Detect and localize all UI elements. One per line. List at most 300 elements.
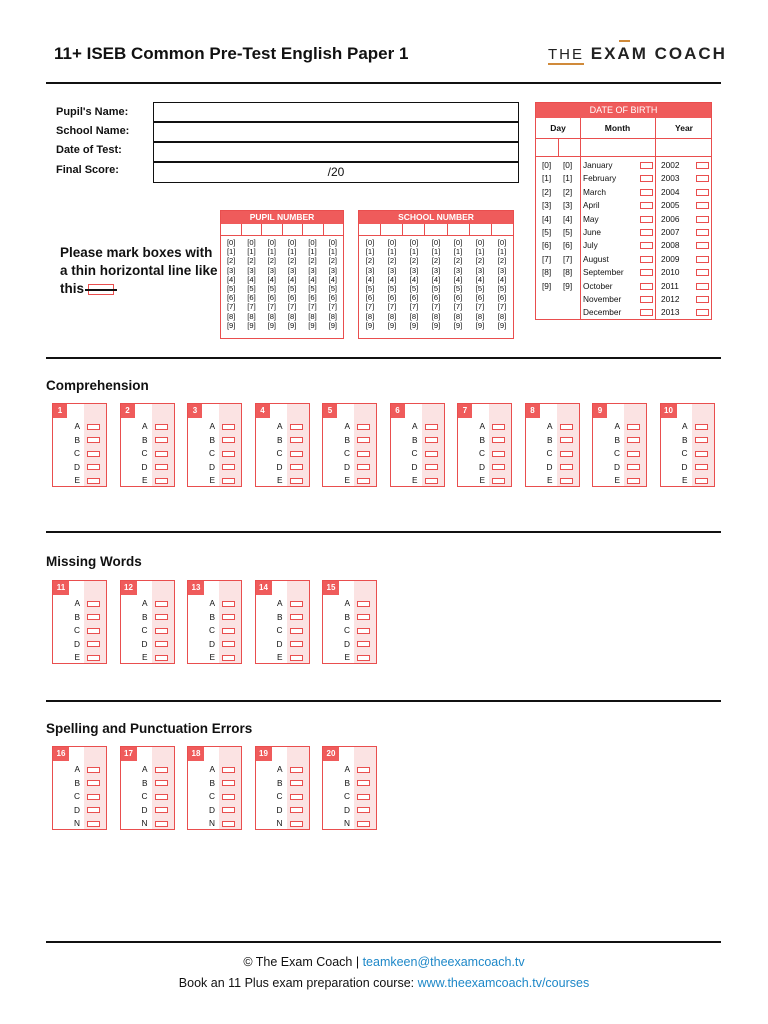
- answer-option[interactable]: [458, 474, 511, 488]
- month-mark-box[interactable]: [640, 175, 653, 182]
- answer-option[interactable]: [526, 420, 579, 434]
- option-mark-box[interactable]: [222, 451, 235, 457]
- answer-option[interactable]: [256, 817, 309, 831]
- answer-option[interactable]: [256, 624, 309, 638]
- year-mark-box[interactable]: [696, 269, 709, 276]
- option-mark-box[interactable]: [87, 478, 100, 484]
- school-number-digit-input[interactable]: [403, 224, 425, 235]
- school-number-digit-option[interactable]: [6]: [453, 293, 463, 303]
- year-mark-box[interactable]: [696, 162, 709, 169]
- answer-option[interactable]: [593, 461, 646, 475]
- pupil-number-digit-option[interactable]: [0]: [247, 238, 256, 247]
- option-mark-box[interactable]: [87, 641, 100, 647]
- school-number-digit-option[interactable]: [1]: [365, 247, 375, 257]
- school-number-digit-option[interactable]: [1]: [475, 247, 485, 257]
- dob-month-option[interactable]: [583, 239, 653, 252]
- school-number-digit-option[interactable]: [8]: [453, 311, 463, 321]
- school-number-digit-option[interactable]: [8]: [475, 311, 485, 321]
- school-number-digit-option[interactable]: [4]: [497, 274, 507, 284]
- dob-month-option[interactable]: [583, 266, 653, 279]
- pupil-number-digit-input[interactable]: [324, 224, 344, 235]
- school-number-digit-option[interactable]: [5]: [431, 284, 441, 294]
- answer-option[interactable]: [323, 611, 376, 625]
- school-number-digit-option[interactable]: [7]: [497, 302, 507, 312]
- school-number-digit-option[interactable]: [8]: [431, 311, 441, 321]
- pupil-number-digit-option[interactable]: [1]: [226, 247, 236, 257]
- dob-day-option[interactable]: [0]: [542, 160, 552, 170]
- pupil-number-digit-option[interactable]: [6]: [328, 293, 338, 303]
- answer-option[interactable]: [526, 434, 579, 448]
- option-mark-box[interactable]: [627, 451, 640, 457]
- option-mark-box[interactable]: [155, 794, 168, 800]
- answer-option[interactable]: [256, 777, 309, 791]
- option-mark-box[interactable]: [87, 807, 100, 813]
- option-mark-box[interactable]: [560, 464, 573, 470]
- pupil-number-digit-option[interactable]: [9]: [328, 320, 338, 330]
- option-mark-box[interactable]: [290, 601, 303, 607]
- answer-option[interactable]: [53, 777, 106, 791]
- answer-option[interactable]: [323, 638, 376, 652]
- answer-option[interactable]: [593, 420, 646, 434]
- answer-option[interactable]: [256, 651, 309, 665]
- school-number-digit-option[interactable]: [4]: [409, 274, 419, 284]
- dob-year-option[interactable]: [661, 306, 709, 319]
- pupil-number-digit-option[interactable]: [5]: [328, 284, 338, 294]
- school-number-digit-option[interactable]: [2]: [409, 256, 419, 266]
- pupil-number-digit-option[interactable]: [2]: [226, 256, 236, 266]
- pupil-number-digit-option[interactable]: [4]: [267, 274, 277, 284]
- school-number-digit-option[interactable]: [9]: [409, 320, 419, 330]
- option-mark-box[interactable]: [290, 767, 303, 773]
- answer-option[interactable]: [593, 474, 646, 488]
- school-number-digit-option[interactable]: [7]: [431, 302, 441, 312]
- dob-month-option[interactable]: [583, 199, 653, 212]
- answer-option[interactable]: [256, 434, 309, 448]
- school-number-digit-option[interactable]: [6]: [409, 293, 419, 303]
- pupil-number-digit-input[interactable]: [262, 224, 283, 235]
- option-mark-box[interactable]: [357, 478, 370, 484]
- option-mark-box[interactable]: [290, 641, 303, 647]
- option-mark-box[interactable]: [357, 794, 370, 800]
- answer-option[interactable]: [323, 804, 376, 818]
- school-number-digit-option[interactable]: [5]: [497, 284, 507, 294]
- pupil-number-digit-option[interactable]: [8]: [287, 311, 297, 321]
- option-mark-box[interactable]: [357, 451, 370, 457]
- dob-day-option[interactable]: [7]: [563, 253, 573, 264]
- option-mark-box[interactable]: [357, 821, 370, 827]
- option-mark-box[interactable]: [290, 424, 303, 430]
- pupil-number-digit-option[interactable]: [1]: [328, 247, 338, 257]
- school-number-digit-option[interactable]: [9]: [365, 320, 375, 330]
- option-mark-box[interactable]: [155, 641, 168, 647]
- answer-option[interactable]: [323, 474, 376, 488]
- answer-option[interactable]: [188, 474, 241, 488]
- answer-option[interactable]: [458, 447, 511, 461]
- dob-year-option[interactable]: [661, 239, 709, 252]
- dob-day-option[interactable]: [5]: [542, 227, 552, 238]
- pupil-number-digit-option[interactable]: [7]: [226, 302, 236, 312]
- dob-year-option[interactable]: [661, 172, 709, 185]
- school-number-digit-option[interactable]: [7]: [365, 302, 375, 312]
- school-number-digit-option[interactable]: [1]: [453, 247, 463, 257]
- answer-option[interactable]: [53, 597, 106, 611]
- pupil-number-digit-option[interactable]: [5]: [308, 284, 317, 294]
- option-mark-box[interactable]: [87, 614, 100, 620]
- answer-option[interactable]: [323, 624, 376, 638]
- pupil-number-digit-option[interactable]: [4]: [247, 274, 256, 284]
- pupil-number-digit-option[interactable]: [9]: [247, 320, 256, 330]
- school-number-digit-option[interactable]: [5]: [475, 284, 485, 294]
- option-mark-box[interactable]: [425, 424, 438, 430]
- month-mark-box[interactable]: [640, 283, 653, 290]
- school-number-digit-input[interactable]: [470, 224, 492, 235]
- option-mark-box[interactable]: [87, 628, 100, 634]
- year-mark-box[interactable]: [696, 202, 709, 209]
- school-number-digit-option[interactable]: [3]: [409, 265, 419, 275]
- pupil-number-digit-option[interactable]: [9]: [287, 320, 297, 330]
- option-mark-box[interactable]: [87, 794, 100, 800]
- pupil-number-digit-option[interactable]: [7]: [287, 302, 297, 312]
- answer-option[interactable]: [256, 597, 309, 611]
- pupil-number-digit-option[interactable]: [4]: [287, 274, 297, 284]
- option-mark-box[interactable]: [492, 464, 505, 470]
- pupil-number-digit-input[interactable]: [303, 224, 324, 235]
- school-number-digit-option[interactable]: [4]: [475, 274, 485, 284]
- answer-option[interactable]: [53, 651, 106, 665]
- school-number-digit-option[interactable]: [1]: [497, 247, 507, 257]
- school-number-digit-input[interactable]: [492, 224, 513, 235]
- pupil-number-digit-option[interactable]: [7]: [308, 302, 317, 312]
- pupil-number-digit-option[interactable]: [0]: [267, 238, 277, 247]
- answer-option[interactable]: [121, 638, 174, 652]
- answer-option[interactable]: [593, 434, 646, 448]
- pupil-number-digit-option[interactable]: [7]: [267, 302, 277, 312]
- school-number-digit-option[interactable]: [0]: [453, 238, 463, 247]
- course-link[interactable]: www.theexamcoach.tv/courses: [417, 976, 590, 990]
- option-mark-box[interactable]: [425, 478, 438, 484]
- answer-option[interactable]: [188, 777, 241, 791]
- pupil-number-digit-option[interactable]: [3]: [328, 265, 338, 275]
- option-mark-box[interactable]: [357, 641, 370, 647]
- pupil-number-digit-option[interactable]: [7]: [247, 302, 256, 312]
- answer-option[interactable]: [661, 434, 714, 448]
- school-number-digit-option[interactable]: [2]: [453, 256, 463, 266]
- answer-option[interactable]: [121, 804, 174, 818]
- answer-option[interactable]: [256, 447, 309, 461]
- option-mark-box[interactable]: [222, 821, 235, 827]
- answer-option[interactable]: [121, 611, 174, 625]
- school-number-digit-option[interactable]: [8]: [387, 311, 397, 321]
- pupil-number-digit-option[interactable]: [2]: [308, 256, 317, 266]
- answer-option[interactable]: [661, 461, 714, 475]
- answer-option[interactable]: [53, 461, 106, 475]
- answer-option[interactable]: [53, 804, 106, 818]
- option-mark-box[interactable]: [155, 767, 168, 773]
- option-mark-box[interactable]: [290, 478, 303, 484]
- option-mark-box[interactable]: [357, 780, 370, 786]
- option-mark-box[interactable]: [155, 655, 168, 661]
- dob-month-option[interactable]: [583, 186, 653, 199]
- school-number-digit-option[interactable]: [6]: [497, 293, 507, 303]
- school-number-digit-option[interactable]: [8]: [409, 311, 419, 321]
- pupil-number-digit-option[interactable]: [5]: [287, 284, 297, 294]
- school-number-digit-option[interactable]: [3]: [497, 265, 507, 275]
- answer-option[interactable]: [661, 447, 714, 461]
- answer-option[interactable]: [661, 420, 714, 434]
- pupil-number-digit-option[interactable]: [1]: [247, 247, 256, 257]
- answer-option[interactable]: [188, 638, 241, 652]
- answer-option[interactable]: [256, 763, 309, 777]
- option-mark-box[interactable]: [425, 437, 438, 443]
- school-number-digit-option[interactable]: [3]: [365, 265, 375, 275]
- school-number-digit-option[interactable]: [5]: [409, 284, 419, 294]
- answer-option[interactable]: [593, 447, 646, 461]
- option-mark-box[interactable]: [290, 794, 303, 800]
- final-score-field[interactable]: [153, 162, 519, 183]
- pupil-number-digit-option[interactable]: [8]: [226, 311, 236, 321]
- pupil-number-digit-option[interactable]: [7]: [328, 302, 338, 312]
- option-mark-box[interactable]: [155, 478, 168, 484]
- answer-option[interactable]: [188, 447, 241, 461]
- option-mark-box[interactable]: [222, 655, 235, 661]
- answer-option[interactable]: [188, 420, 241, 434]
- dob-day-option[interactable]: [7]: [542, 253, 552, 264]
- option-mark-box[interactable]: [87, 437, 100, 443]
- answer-option[interactable]: [323, 420, 376, 434]
- pupil-number-digit-option[interactable]: [9]: [308, 320, 317, 330]
- dob-month-option[interactable]: [583, 280, 653, 293]
- answer-option[interactable]: [188, 790, 241, 804]
- option-mark-box[interactable]: [87, 655, 100, 661]
- option-mark-box[interactable]: [560, 437, 573, 443]
- year-mark-box[interactable]: [696, 283, 709, 290]
- school-number-digit-option[interactable]: [2]: [497, 256, 507, 266]
- answer-option[interactable]: [323, 817, 376, 831]
- answer-option[interactable]: [391, 447, 444, 461]
- school-number-digit-option[interactable]: [2]: [365, 256, 375, 266]
- option-mark-box[interactable]: [222, 437, 235, 443]
- pupil-number-digit-option[interactable]: [4]: [226, 274, 236, 284]
- answer-option[interactable]: [458, 461, 511, 475]
- pupil-number-digit-option[interactable]: [5]: [267, 284, 277, 294]
- pupil-number-digit-option[interactable]: [8]: [247, 311, 256, 321]
- answer-option[interactable]: [391, 420, 444, 434]
- answer-option[interactable]: [121, 763, 174, 777]
- answer-option[interactable]: [121, 790, 174, 804]
- dob-month-option[interactable]: [583, 306, 653, 319]
- school-number-digit-option[interactable]: [2]: [475, 256, 485, 266]
- pupil-number-digit-option[interactable]: [0]: [308, 238, 317, 247]
- dob-month-option[interactable]: [583, 293, 653, 306]
- option-mark-box[interactable]: [87, 767, 100, 773]
- school-number-digit-option[interactable]: [2]: [387, 256, 397, 266]
- school-number-digit-option[interactable]: [4]: [365, 274, 375, 284]
- pupil-number-digit-option[interactable]: [0]: [226, 238, 236, 247]
- answer-option[interactable]: [323, 651, 376, 665]
- option-mark-box[interactable]: [357, 437, 370, 443]
- answer-option[interactable]: [121, 624, 174, 638]
- answer-option[interactable]: [256, 611, 309, 625]
- answer-option[interactable]: [256, 474, 309, 488]
- month-mark-box[interactable]: [640, 162, 653, 169]
- option-mark-box[interactable]: [222, 628, 235, 634]
- option-mark-box[interactable]: [87, 780, 100, 786]
- month-mark-box[interactable]: [640, 216, 653, 223]
- pupil-number-digit-option[interactable]: [5]: [247, 284, 256, 294]
- pupil-number-digit-option[interactable]: [2]: [328, 256, 338, 266]
- option-mark-box[interactable]: [492, 424, 505, 430]
- answer-option[interactable]: [53, 624, 106, 638]
- school-number-digit-option[interactable]: [6]: [365, 293, 375, 303]
- dob-day-option[interactable]: [2]: [563, 186, 573, 197]
- pupil-number-digit-option[interactable]: [6]: [226, 293, 236, 303]
- school-number-digit-option[interactable]: [7]: [453, 302, 463, 312]
- answer-option[interactable]: [53, 434, 106, 448]
- dob-day-option[interactable]: [9]: [563, 280, 573, 291]
- dob-day-option[interactable]: [6]: [563, 240, 573, 251]
- option-mark-box[interactable]: [87, 464, 100, 470]
- option-mark-box[interactable]: [425, 464, 438, 470]
- school-number-digit-option[interactable]: [5]: [453, 284, 463, 294]
- year-mark-box[interactable]: [696, 175, 709, 182]
- school-number-digit-option[interactable]: [0]: [365, 238, 375, 247]
- option-mark-box[interactable]: [222, 478, 235, 484]
- dob-day-option[interactable]: [8]: [542, 267, 552, 278]
- dob-year-option[interactable]: [661, 199, 709, 212]
- pupil-number-digit-option[interactable]: [6]: [247, 293, 256, 303]
- option-mark-box[interactable]: [155, 437, 168, 443]
- school-number-digit-option[interactable]: [4]: [453, 274, 463, 284]
- dob-year-option[interactable]: [661, 186, 709, 199]
- answer-option[interactable]: [121, 420, 174, 434]
- option-mark-box[interactable]: [695, 437, 708, 443]
- option-mark-box[interactable]: [627, 437, 640, 443]
- option-mark-box[interactable]: [290, 780, 303, 786]
- answer-option[interactable]: [188, 461, 241, 475]
- answer-option[interactable]: [188, 804, 241, 818]
- option-mark-box[interactable]: [222, 807, 235, 813]
- school-number-digit-option[interactable]: [4]: [431, 274, 441, 284]
- year-mark-box[interactable]: [696, 216, 709, 223]
- school-number-digit-option[interactable]: [2]: [431, 256, 441, 266]
- option-mark-box[interactable]: [627, 464, 640, 470]
- year-mark-box[interactable]: [696, 242, 709, 249]
- dob-day-option[interactable]: [3]: [563, 200, 573, 211]
- option-mark-box[interactable]: [560, 424, 573, 430]
- school-number-digit-option[interactable]: [0]: [409, 238, 419, 247]
- answer-option[interactable]: [256, 804, 309, 818]
- dob-day-option[interactable]: [1]: [563, 173, 573, 184]
- pupil-number-digit-option[interactable]: [3]: [287, 265, 297, 275]
- year-mark-box[interactable]: [696, 309, 709, 316]
- school-number-digit-option[interactable]: [8]: [497, 311, 507, 321]
- school-number-digit-option[interactable]: [8]: [365, 311, 375, 321]
- option-mark-box[interactable]: [560, 478, 573, 484]
- school-name-field[interactable]: [153, 122, 519, 142]
- answer-option[interactable]: [53, 611, 106, 625]
- option-mark-box[interactable]: [357, 655, 370, 661]
- dob-month-option[interactable]: [583, 226, 653, 239]
- school-number-digit-option[interactable]: [9]: [475, 320, 485, 330]
- option-mark-box[interactable]: [222, 424, 235, 430]
- answer-option[interactable]: [526, 461, 579, 475]
- answer-option[interactable]: [323, 790, 376, 804]
- pupil-number-digit-option[interactable]: [6]: [267, 293, 277, 303]
- school-number-digit-option[interactable]: [7]: [387, 302, 397, 312]
- option-mark-box[interactable]: [155, 451, 168, 457]
- option-mark-box[interactable]: [560, 451, 573, 457]
- school-number-digit-option[interactable]: [6]: [431, 293, 441, 303]
- school-number-digit-option[interactable]: [1]: [387, 247, 397, 257]
- option-mark-box[interactable]: [695, 478, 708, 484]
- answer-option[interactable]: [526, 474, 579, 488]
- school-number-digit-option[interactable]: [0]: [475, 238, 485, 247]
- month-mark-box[interactable]: [640, 229, 653, 236]
- answer-option[interactable]: [323, 777, 376, 791]
- year-mark-box[interactable]: [696, 296, 709, 303]
- school-number-digit-option[interactable]: [4]: [387, 274, 397, 284]
- option-mark-box[interactable]: [222, 601, 235, 607]
- option-mark-box[interactable]: [492, 478, 505, 484]
- pupil-number-digit-option[interactable]: [1]: [308, 247, 317, 257]
- school-number-digit-option[interactable]: [3]: [387, 265, 397, 275]
- dob-month-option[interactable]: [583, 213, 653, 226]
- school-number-digit-option[interactable]: [1]: [431, 247, 441, 257]
- month-mark-box[interactable]: [640, 269, 653, 276]
- option-mark-box[interactable]: [155, 780, 168, 786]
- school-number-digit-option[interactable]: [3]: [453, 265, 463, 275]
- answer-option[interactable]: [661, 474, 714, 488]
- pupil-number-digit-input[interactable]: [242, 224, 263, 235]
- answer-option[interactable]: [256, 420, 309, 434]
- option-mark-box[interactable]: [492, 437, 505, 443]
- pupil-number-digit-option[interactable]: [8]: [308, 311, 317, 321]
- school-number-digit-option[interactable]: [7]: [475, 302, 485, 312]
- school-number-digit-option[interactable]: [6]: [475, 293, 485, 303]
- answer-option[interactable]: [121, 447, 174, 461]
- answer-option[interactable]: [53, 790, 106, 804]
- option-mark-box[interactable]: [492, 451, 505, 457]
- pupil-number-digit-option[interactable]: [4]: [308, 274, 317, 284]
- year-mark-box[interactable]: [696, 229, 709, 236]
- dob-day-option[interactable]: [9]: [542, 280, 552, 291]
- school-number-digit-option[interactable]: [0]: [497, 238, 507, 247]
- school-number-digit-option[interactable]: [7]: [409, 302, 419, 312]
- option-mark-box[interactable]: [222, 780, 235, 786]
- date-of-test-field[interactable]: [153, 142, 519, 162]
- dob-day-option[interactable]: [1]: [542, 173, 552, 184]
- answer-option[interactable]: [458, 434, 511, 448]
- answer-option[interactable]: [323, 763, 376, 777]
- option-mark-box[interactable]: [357, 464, 370, 470]
- answer-option[interactable]: [53, 763, 106, 777]
- answer-option[interactable]: [188, 611, 241, 625]
- pupil-number-digit-option[interactable]: [4]: [328, 274, 338, 284]
- answer-option[interactable]: [188, 597, 241, 611]
- option-mark-box[interactable]: [290, 628, 303, 634]
- pupil-number-digit-option[interactable]: [9]: [267, 320, 277, 330]
- option-mark-box[interactable]: [695, 451, 708, 457]
- month-mark-box[interactable]: [640, 189, 653, 196]
- pupil-number-digit-option[interactable]: [3]: [267, 265, 277, 275]
- option-mark-box[interactable]: [357, 614, 370, 620]
- school-number-digit-option[interactable]: [0]: [387, 238, 397, 247]
- answer-option[interactable]: [121, 777, 174, 791]
- school-number-digit-option[interactable]: [9]: [387, 320, 397, 330]
- dob-year-option[interactable]: [661, 213, 709, 226]
- answer-option[interactable]: [121, 461, 174, 475]
- pupil-number-digit-option[interactable]: [9]: [226, 320, 236, 330]
